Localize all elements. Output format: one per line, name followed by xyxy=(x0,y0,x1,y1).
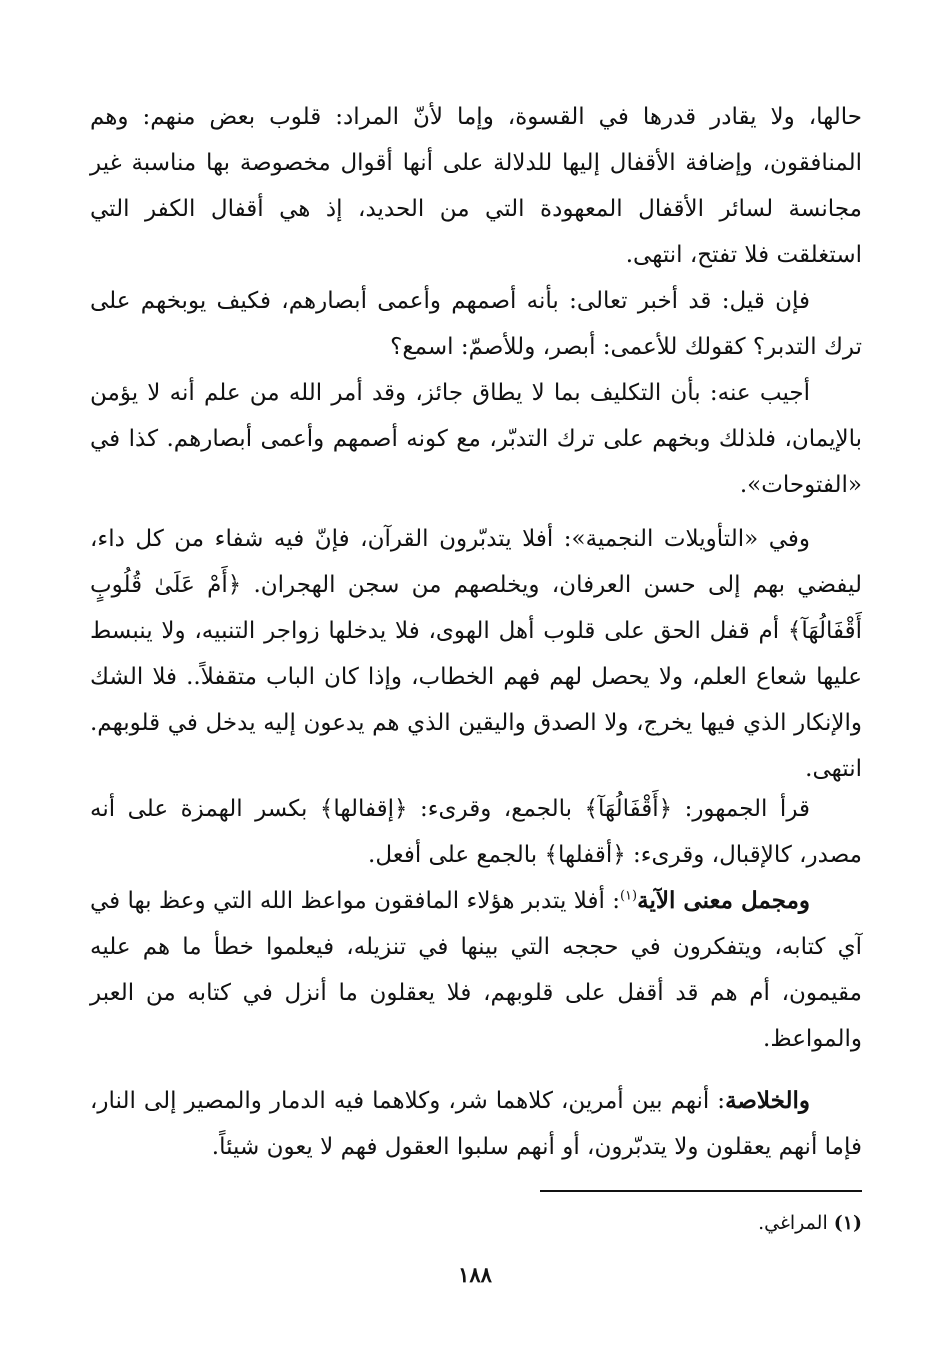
paragraph-body: : أفلا يتدبر هؤلاء المافقون مواعظ الله التي وعظ بها في آي كتابه، ويتفكرون في حججه التي بينها في تنزيله، فيعلموا خطأ ما هم عليه مقيمون، أم هم قد أقفل على قلوبهم، فلا يعقلون ما أنزل في كتابه من العبر والمواعظ. xyxy=(90,888,862,1052)
paragraph-answer xyxy=(90,370,862,508)
paragraph-continuation xyxy=(90,94,862,278)
page-number: ١٨٨ xyxy=(458,1262,492,1287)
paragraph-tawilat xyxy=(90,516,862,792)
paragraph-conclusion xyxy=(90,1078,862,1170)
paragraph-text: فإن قيل: قد أخبر تعالى: بأنه أصمهم وأعمى أبصارهم، فكيف يوبخهم على ترك التدبر؟ كقولك للأعمى: أبصر، وللأصمّ: اسمع؟ xyxy=(90,288,862,360)
footnote-marker: (١) xyxy=(833,1212,862,1234)
paragraph-text: حالها، ولا يقادر قدرها في القسوة، وإما لأنّ المراد: قلوب بعض منهم: وهم المنافقون، وإضافة الأقفال إليها للدلالة على أنها أقوال مخصوصة بها مناسبة غير مجانسة لسائر الأقفال المعهودة التي من الحديد، إذ هي أقفال الكفر التي استغلقت فلا تفتح، انتهى. xyxy=(90,104,862,268)
section-heading: والخلاصة xyxy=(725,1087,810,1114)
paragraph-question xyxy=(90,278,862,370)
paragraph-text: أجيب عنه: بأن التكليف بما لا يطاق جائز، وقد أمر الله من علم أنه لا يؤمن بالإيمان، فلذلك وبخهم على ترك التدبّر، مع كونه أصمهم وأعمى أبصارهم. كذا في «الفتوحات». xyxy=(90,380,862,498)
paragraph-text xyxy=(90,878,862,1062)
paragraph-text: قرأ الجمهور: ﴿أَقْفَالُهَآ﴾ بالجمع، وقرىء: ﴿إقفالها﴾ بكسر الهمزة على أنه مصدر، كالإقبال، وقرىء: ﴿أقفلها﴾ بالجمع على أفعل. xyxy=(90,796,862,868)
section-heading: ومجمل معنى الآية xyxy=(637,887,810,914)
paragraph-text: وفي «التأويلات النجمية»: أفلا يتدبّرون القرآن، فإنّ فيه شفاء من كل داء، ليفضي بهم إلى حسن العرفان، ويخلصهم من سجن الهجران. ﴿أَمْ عَلَىٰ قُلُوبٍ أَقْفَالُهَآ﴾ أم قفل الحق على قلوب أهل الهوى، فلا يدخلها زواجر التنبيه، ولا ينبسط عليها شعاع العلم، ولا يحصل لهم فهم الخطاب، وإذا كان الباب متقفلاً.. فلا الشك والإنكار الذي فيها يخرج، ولا الصدق واليقين الذي هم يدعون إليه يدخل في قلوبهم. انتهى. xyxy=(90,526,862,782)
paragraph-body: : أنهم بين أمرين، كلاهما شر، وكلاهما فيه الدمار والمصير إلى النار، فإما أنهم يعقلون ولا يتدبّرون، أو أنهم سلبوا العقول فهم لا يعون شيئاً. xyxy=(90,1088,862,1160)
paragraph-summary-meaning xyxy=(90,878,862,1062)
footnote-divider xyxy=(540,1190,862,1192)
paragraph-qiraat xyxy=(90,786,862,878)
paragraph-text xyxy=(90,1078,862,1170)
footnote-reference: (١) xyxy=(619,888,638,904)
footnote-text: المراغي. xyxy=(758,1212,828,1234)
footnote xyxy=(600,1208,862,1238)
